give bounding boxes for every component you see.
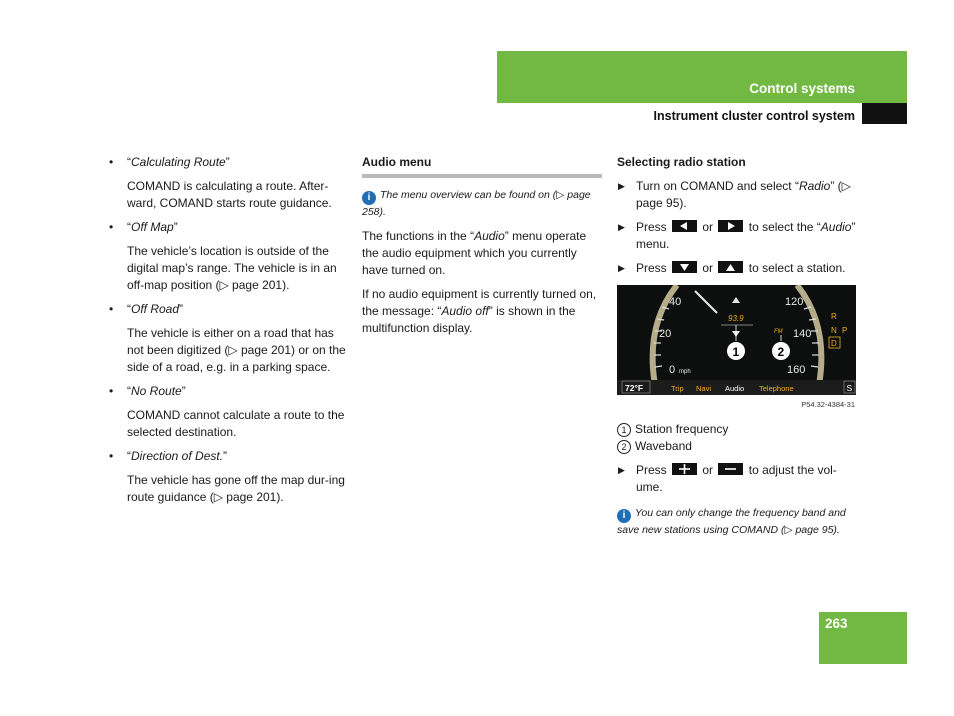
legend-number-icon: 2 <box>617 440 631 454</box>
list-item: • “Direction of Dest.” <box>109 449 228 463</box>
cluster-menu-item: Trip <box>671 384 684 393</box>
message-term: Calculating Route <box>131 155 226 169</box>
audio-off-paragraph: If no audio equipment is currently turned on, the message: “Audio off” is shown in the multifunction display. <box>362 287 597 335</box>
message-term: No Route <box>131 384 182 398</box>
step-adjust-volume: ▶ Press or to adjust the vol-ume. <box>618 463 837 494</box>
column-middle <box>362 154 602 344</box>
minus-key-icon <box>718 463 743 475</box>
plus-key-icon <box>672 463 697 475</box>
station-frequency: 93.9 <box>728 314 744 323</box>
speed-label: 20 <box>659 328 672 340</box>
column-left <box>109 154 349 513</box>
callout-number: 1 <box>732 345 740 359</box>
list-item: • “Calculating Route” <box>109 155 230 169</box>
speed-label: 140 <box>793 328 812 340</box>
speed-label: 160 <box>787 364 806 376</box>
list-item: • “Off Road” <box>109 302 184 316</box>
instrument-cluster-figure <box>617 285 856 395</box>
subsection-title: Instrument cluster control system <box>653 109 855 123</box>
info-icon: i <box>362 191 376 205</box>
waveband: FM <box>774 329 783 335</box>
note-text: You can only change the frequency band and save new stations using COMAND (▷ page 95). <box>617 507 846 536</box>
mode-indicator: S <box>846 383 853 393</box>
message-description: The vehicle’s location is outside of the digital map’s range. The vehicle is in an off-map position (▷ page 201). <box>127 244 337 292</box>
legend-item: 1 Station frequency <box>617 421 857 438</box>
info-note <box>362 188 602 220</box>
outside-temperature: 72°F <box>625 383 644 393</box>
up-arrow-key-icon <box>718 261 743 273</box>
cluster-display-graphic <box>617 285 856 395</box>
header-tab-marker <box>862 103 907 124</box>
section-title: Control systems <box>749 81 855 96</box>
list-item: • “No Route” <box>109 384 186 398</box>
figure-reference: P54.32-4384-31 <box>801 400 855 409</box>
step-arrow-icon: ▶ <box>618 263 625 273</box>
cluster-menu-item-active: Audio <box>725 384 745 393</box>
cluster-menu-item: Navi <box>696 384 712 393</box>
info-icon: i <box>617 509 631 523</box>
message-term: Off Map <box>131 220 174 234</box>
gear-letter: P <box>842 326 848 335</box>
heading-rule <box>362 174 602 178</box>
message-description: The vehicle has gone off the map dur-ing route guidance (▷ page 201). <box>127 473 345 504</box>
right-arrow-key-icon <box>718 220 743 232</box>
step-turn-on-radio: ▶ Turn on COMAND and select “Radio” (▷ page 95). <box>618 179 851 210</box>
step-select-audio-menu: ▶ Press or to select the “Audio” menu. <box>618 220 856 251</box>
info-note <box>617 506 857 538</box>
message-term: Direction of Dest. <box>131 449 224 463</box>
gear-letter: R <box>831 312 837 321</box>
speed-unit: mph <box>679 369 691 375</box>
speed-label: 0 <box>669 364 676 376</box>
list-item: • “Off Map” <box>109 220 178 234</box>
message-description: COMAND cannot calculate a route to the selected destination. <box>127 408 345 439</box>
legend-item: 2 Waveband <box>617 438 857 455</box>
message-description: The vehicle is either on a road that has not been digitized (▷ page 201) or on the side of a road, e.g. in a parking space. <box>127 326 346 374</box>
radio-heading: Selecting radio station <box>617 155 746 169</box>
left-arrow-key-icon <box>672 220 697 232</box>
column-right <box>617 154 857 546</box>
speed-label: 120 <box>785 296 804 308</box>
legend-number-icon: 1 <box>617 423 631 437</box>
callout-number: 2 <box>777 345 785 359</box>
step-arrow-icon: ▶ <box>618 222 625 232</box>
note-text: The menu overview can be found on (▷ page 258). <box>362 189 591 218</box>
gear-letter: D <box>831 339 837 348</box>
step-select-station: ▶ Press or to select a station. <box>618 261 846 275</box>
message-description: COMAND is calculating a route. After-ward, COMAND starts route guidance. <box>127 179 332 210</box>
down-arrow-key-icon <box>672 261 697 273</box>
step-arrow-icon: ▶ <box>618 465 625 475</box>
speed-label: 40 <box>669 296 682 308</box>
gear-letter: N <box>831 326 837 335</box>
audio-menu-heading: Audio menu <box>362 155 432 169</box>
page-number: 263 <box>825 616 848 631</box>
cluster-menu-item: Telephone <box>759 384 794 393</box>
message-term: Off Road <box>131 302 180 316</box>
step-arrow-icon: ▶ <box>618 181 625 191</box>
audio-paragraph: The functions in the “Audio” menu operate the audio equipment which you currently have turned on. <box>362 229 587 277</box>
